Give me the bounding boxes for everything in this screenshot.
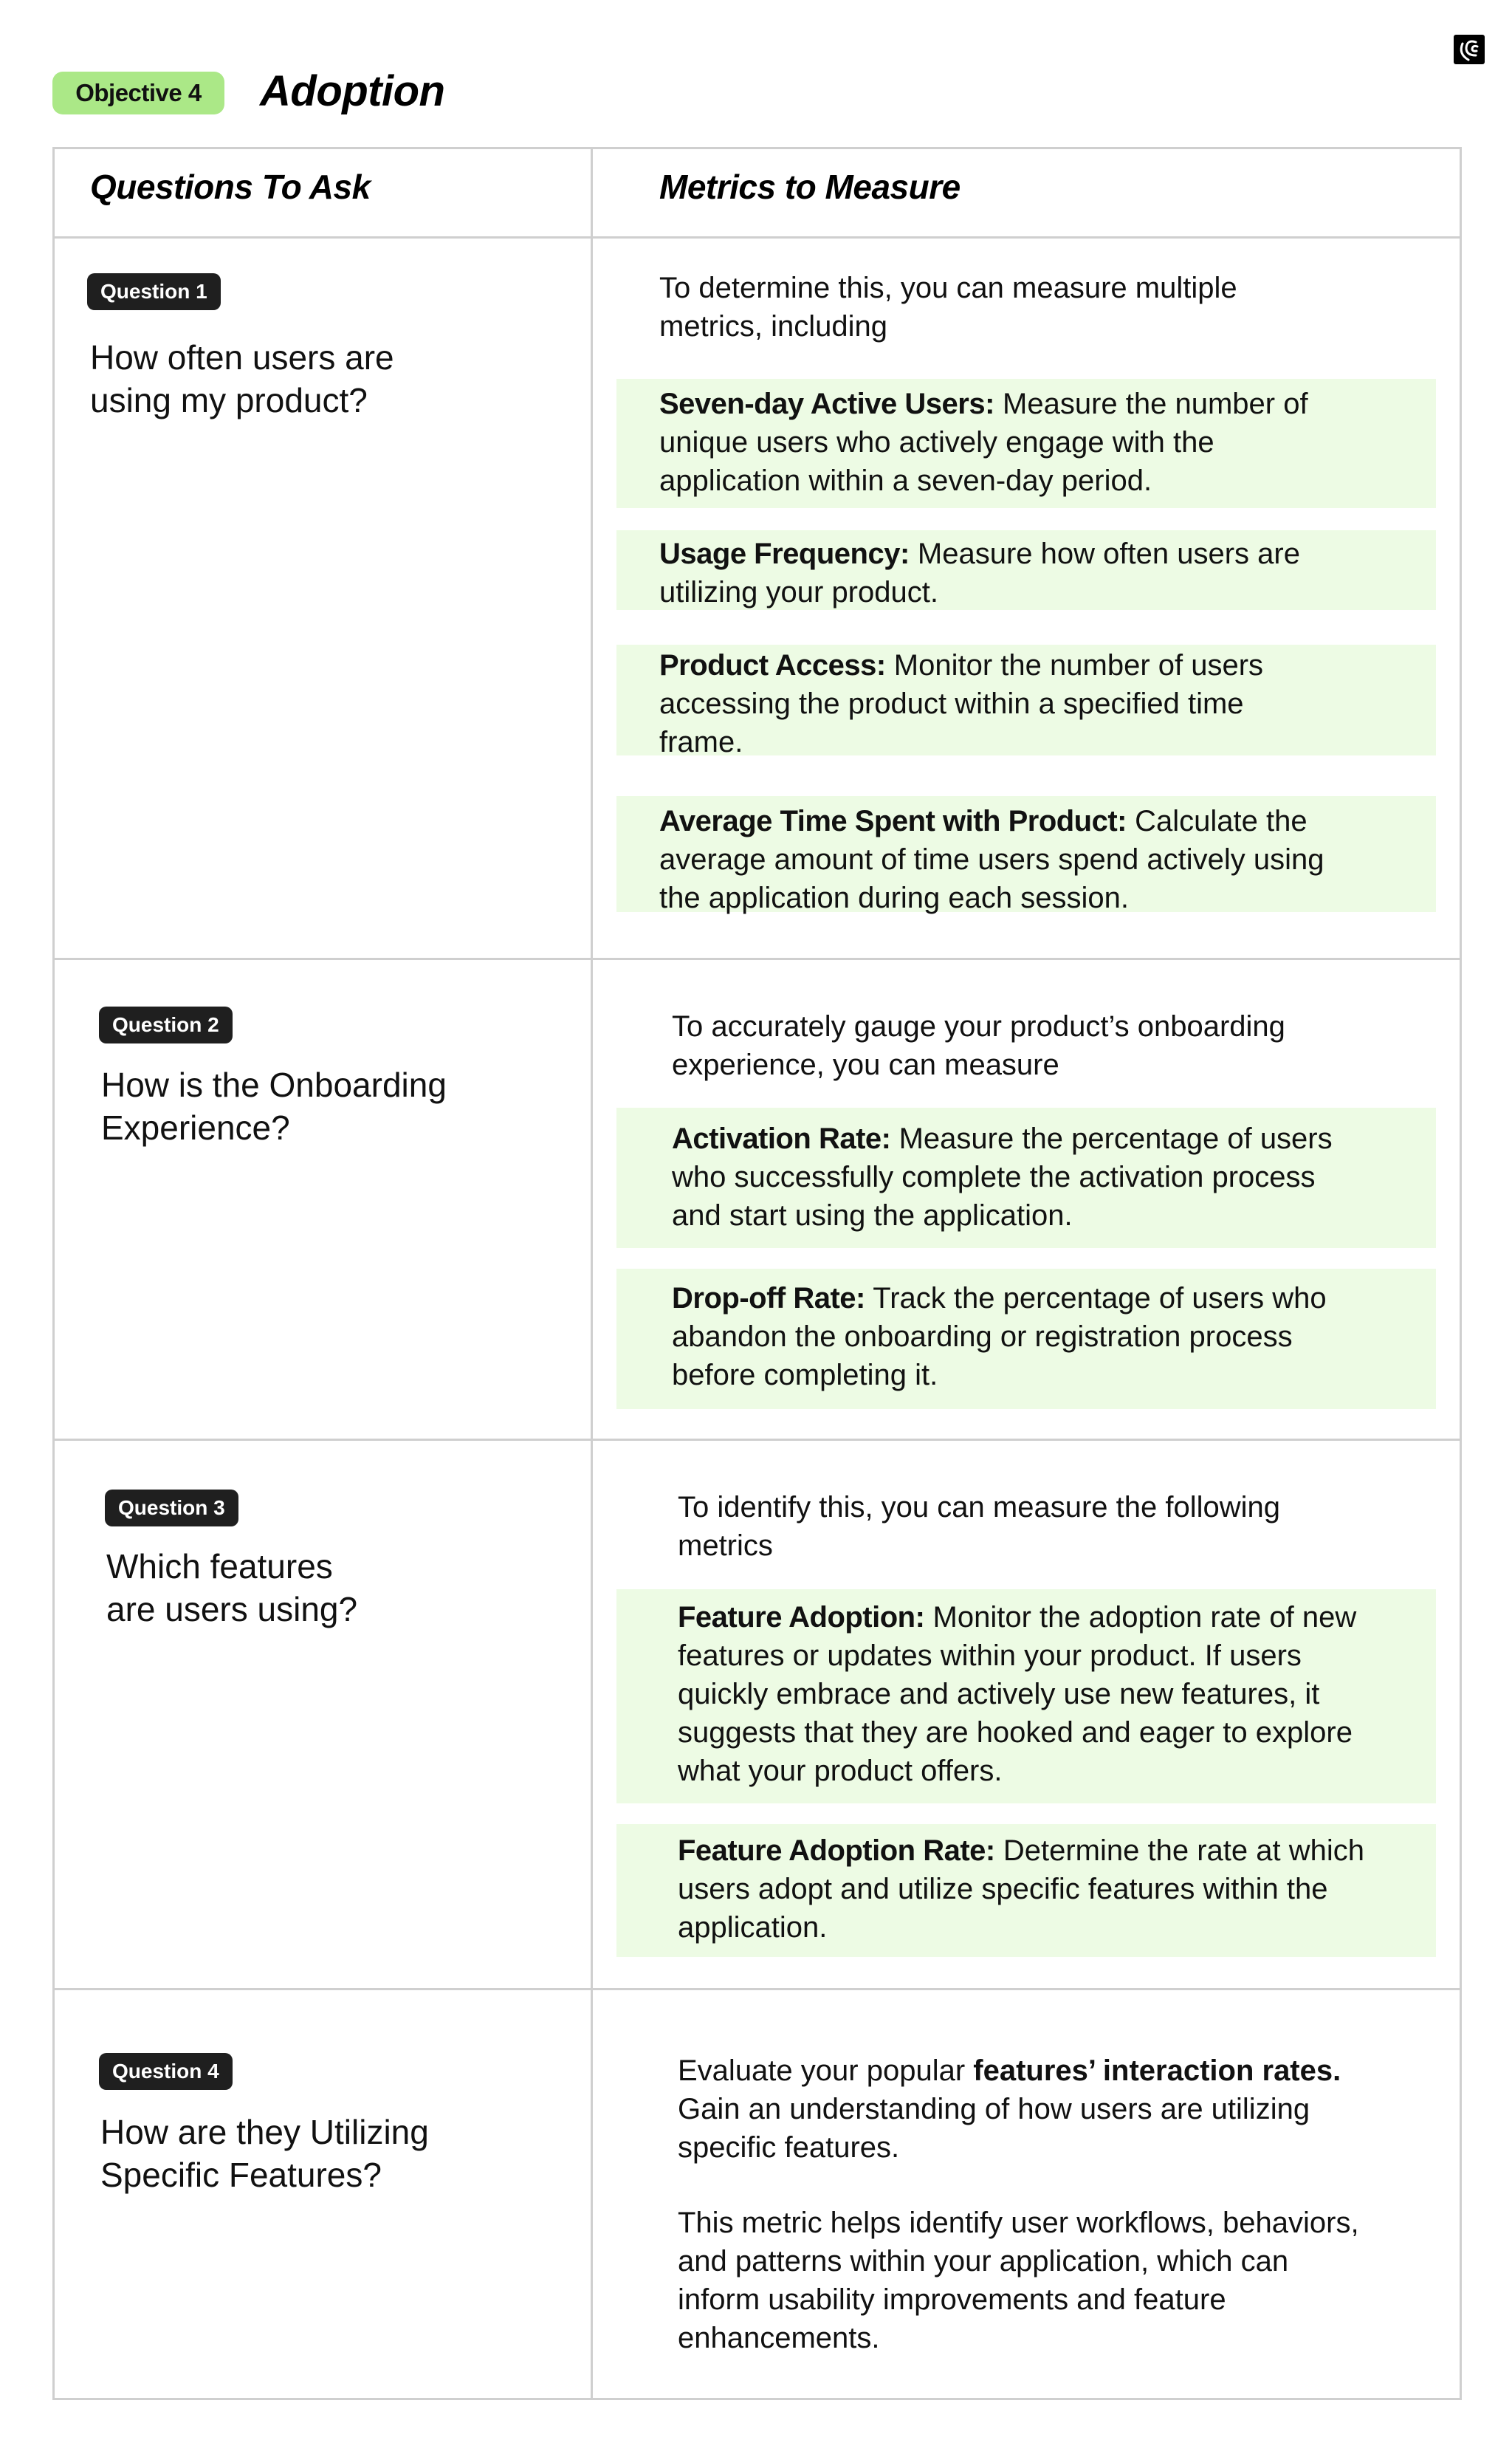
question-line: How are they Utilizing — [100, 2113, 429, 2151]
column-header-questions: Questions To Ask — [90, 168, 371, 206]
question-line: Specific Features? — [100, 2156, 382, 2194]
metrics-intro — [672, 1007, 1454, 1084]
intro-line: To determine this, you can measure multiple — [659, 272, 1237, 304]
question-line: Which features — [106, 1547, 333, 1586]
metric-card-usage-frequency: Usage Frequency: Measure how often users are utilizing your product. — [616, 530, 1436, 610]
metric-card-feature-adoption: Feature Adoption: Monitor the adoption rate of new features or updates within your product. If users quickly embrace and actively use new features, it suggests that they are hooked and eager to explore what your product offers. — [616, 1589, 1436, 1803]
metric-card-average-time-spent: Average Time Spent with Product: Calculate the average amount of time users spend actively using the application during each session. — [616, 796, 1436, 912]
intro-line: To identify this, you can measure the following — [678, 1491, 1280, 1524]
metric-title: Average Time Spent with Product: — [659, 805, 1127, 837]
spiral-logo-icon — [1454, 35, 1485, 64]
metrics-intro — [678, 1488, 1460, 1565]
metrics-paragraph-1: Evaluate your popular features’ interaction rates. Gain an understanding of how users are utilizing specific features. — [678, 2054, 1341, 2164]
question-badge: Question 1 — [87, 273, 221, 310]
metric-card-activation-rate: Activation Rate: Measure the percentage of users who successfully complete the activation process and start using the application. — [616, 1108, 1436, 1248]
metric-title: Activation Rate: — [672, 1123, 891, 1155]
metric-card-seven-day-active-users: Seven-day Active Users: Measure the number of unique users who actively engage with the application within a seven-day period. — [616, 379, 1436, 508]
question-line: Experience? — [101, 1108, 290, 1147]
objective-badge: Objective 4 — [52, 72, 224, 114]
question-text — [100, 2111, 514, 2196]
highlight-text: features’ interaction rates. — [973, 2054, 1341, 2087]
row-divider — [52, 1439, 1462, 1441]
question-line: How is the Onboarding — [101, 1066, 447, 1104]
question-text — [101, 1063, 515, 1149]
question-text — [90, 336, 504, 422]
metric-title: Usage Frequency: — [659, 538, 910, 570]
question-badge: Question 2 — [99, 1007, 233, 1043]
question-line: are users using? — [106, 1590, 358, 1628]
metric-title: Feature Adoption: — [678, 1601, 925, 1634]
question-line: How often users are — [90, 338, 394, 377]
metric-card-product-access: Product Access: Monitor the number of users accessing the product within a specified time frame. — [616, 645, 1436, 755]
row-divider — [52, 958, 1462, 960]
metric-title: Feature Adoption Rate: — [678, 1834, 995, 1867]
question-text — [106, 1545, 520, 1631]
question-badge: Question 4 — [99, 2053, 233, 2090]
metrics-intro — [659, 269, 1442, 346]
page-title: Adoption — [260, 67, 445, 115]
intro-line: experience, you can measure — [672, 1049, 1059, 1081]
column-header-metrics: Metrics to Measure — [659, 168, 961, 206]
row-divider — [52, 1988, 1462, 1990]
intro-line: To accurately gauge your product’s onboarding — [672, 1010, 1285, 1043]
metrics-paragraph-2: This metric helps identify user workflows, behaviors, and patterns within your application, which can inform usability improvements and feature enhancements. — [678, 2207, 1359, 2354]
intro-line: metrics — [678, 1529, 773, 1562]
question-line: using my product? — [90, 381, 368, 419]
row-divider — [52, 236, 1462, 239]
metric-title: Drop-off Rate: — [672, 1282, 865, 1315]
question-badge: Question 3 — [105, 1490, 238, 1526]
intro-line: metrics, including — [659, 310, 888, 343]
column-divider — [591, 147, 593, 2400]
metric-card-drop-off-rate: Drop-off Rate: Track the percentage of users who abandon the onboarding or registration process before completing it. — [616, 1269, 1436, 1409]
metric-title: Product Access: — [659, 649, 886, 682]
metric-title: Seven-day Active Users: — [659, 388, 994, 420]
metric-card-feature-adoption-rate: Feature Adoption Rate: Determine the rate at which users adopt and utilize specific features within the application. — [616, 1824, 1436, 1957]
